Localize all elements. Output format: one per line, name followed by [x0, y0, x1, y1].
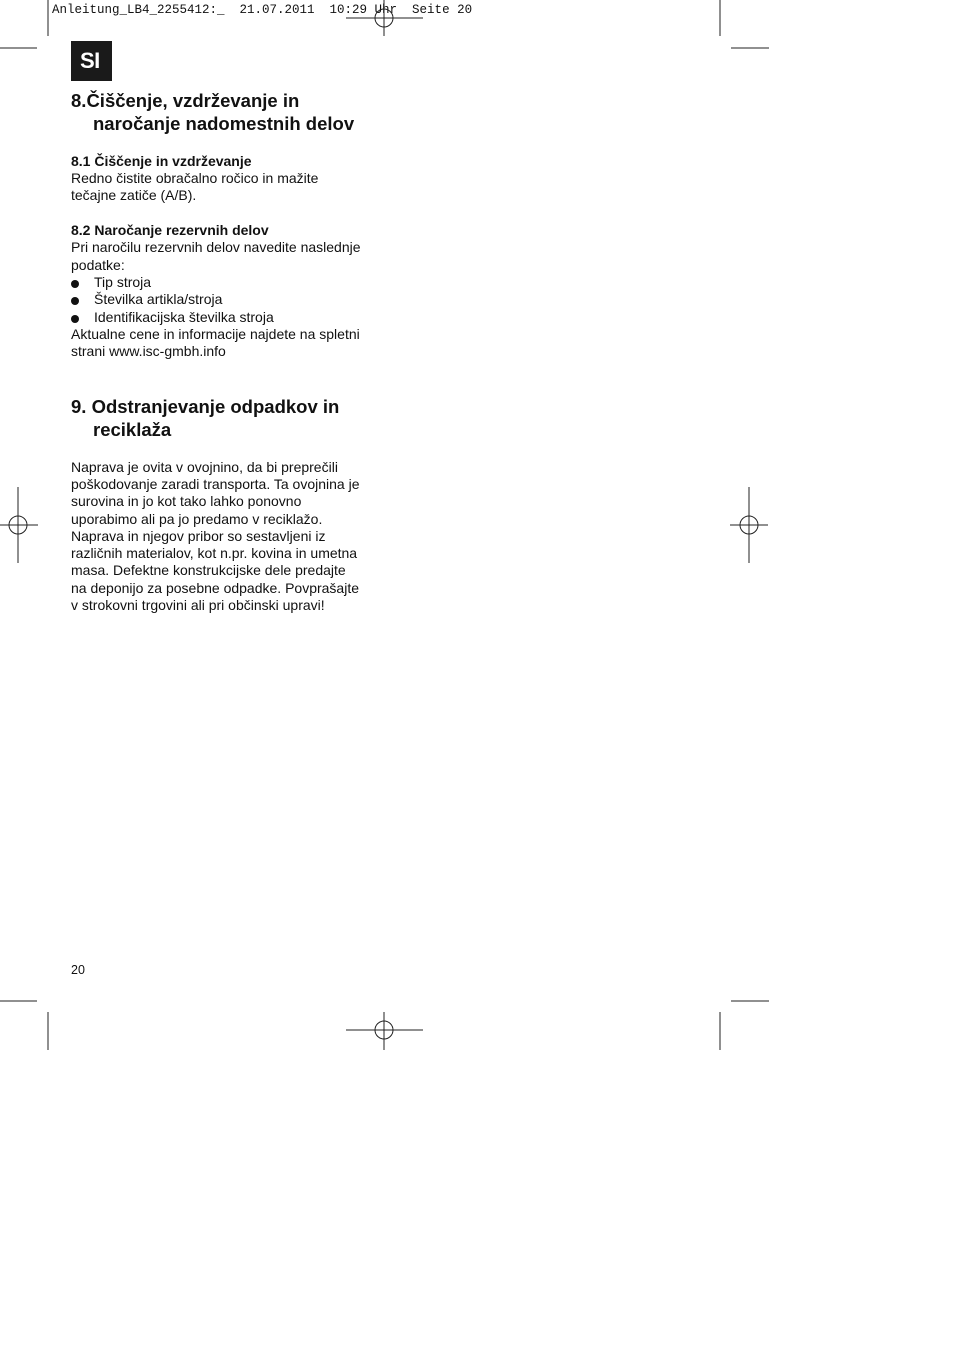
language-badge: SI — [71, 41, 112, 81]
section-9-line: masa. Defektne konstrukcijske dele predajte — [71, 562, 346, 578]
subsection-8-1-title: 8.1 Čiščenje in vzdrževanje — [71, 153, 252, 169]
section-9-title-line2: reciklaža — [93, 419, 172, 440]
section-8-title-line2: naročanje nadomestnih delov — [93, 113, 355, 134]
section-9-line: Naprava je ovita v ovojnino, da bi preprečili — [71, 459, 338, 475]
subsection-8-1-line1: Redno čistite obračalno ročico in mažite — [71, 170, 319, 186]
list-item: Identifikacijska številka stroja — [71, 309, 391, 326]
section-8-title-line1: Čiščenje, vzdrževanje in — [86, 90, 300, 111]
registration-target-left — [0, 487, 38, 563]
subsection-8-2-title: 8.2 Naročanje rezervnih delov — [71, 222, 269, 238]
subsection-8-2-after1: Aktualne cene in informacije najdete na spletni — [71, 326, 360, 342]
section-9-line: Naprava in njegov pribor so sestavljeni iz — [71, 528, 326, 544]
section-9-line: različnih materialov, kot n.pr. kovina in umetna — [71, 545, 358, 561]
section-9-line: na deponijo za posebne odpadke. Povprašajte — [71, 580, 359, 596]
subsection-8-2-line1: Pri naročilu rezervnih delov navedite naslednje — [71, 239, 361, 255]
bullet-icon — [71, 315, 79, 323]
page-number: 20 — [71, 963, 85, 977]
section-9-line: surovina in jo kot tako lahko ponovno — [71, 493, 302, 509]
registration-target-top — [346, 0, 423, 36]
subsection-8-2-after2: strani www.isc-gmbh.info — [71, 343, 226, 359]
section-9-line: v strokovni trgovini ali pri občinski upravi! — [71, 597, 325, 613]
section-9-title-line1: 9. Odstranjevanje odpadkov in — [71, 396, 340, 417]
subsection-8-1-line2: tečajne zatiče (A/B). — [71, 187, 197, 203]
section-9-line: poškodovanje zaradi transporta. Ta ovojnina je — [71, 476, 360, 492]
registration-target-right — [730, 487, 768, 563]
subsection-8-2-line2: podatke: — [71, 257, 125, 273]
bullet-icon — [71, 280, 79, 288]
section-8-heading — [71, 89, 299, 112]
registration-target-bottom — [346, 1012, 423, 1050]
list-item: Tip stroja — [71, 274, 391, 291]
section-9-line: uporabimo ali pa jo predamo v reciklažo. — [71, 511, 323, 527]
section-8-number: 8. — [71, 90, 87, 111]
list-item: Številka artikla/stroja — [71, 291, 391, 308]
print-header: Anleitung_LB4_2255412:_ 21.07.2011 10:29 Uhr Seite 20 — [52, 3, 473, 17]
bullet-icon — [71, 297, 79, 305]
